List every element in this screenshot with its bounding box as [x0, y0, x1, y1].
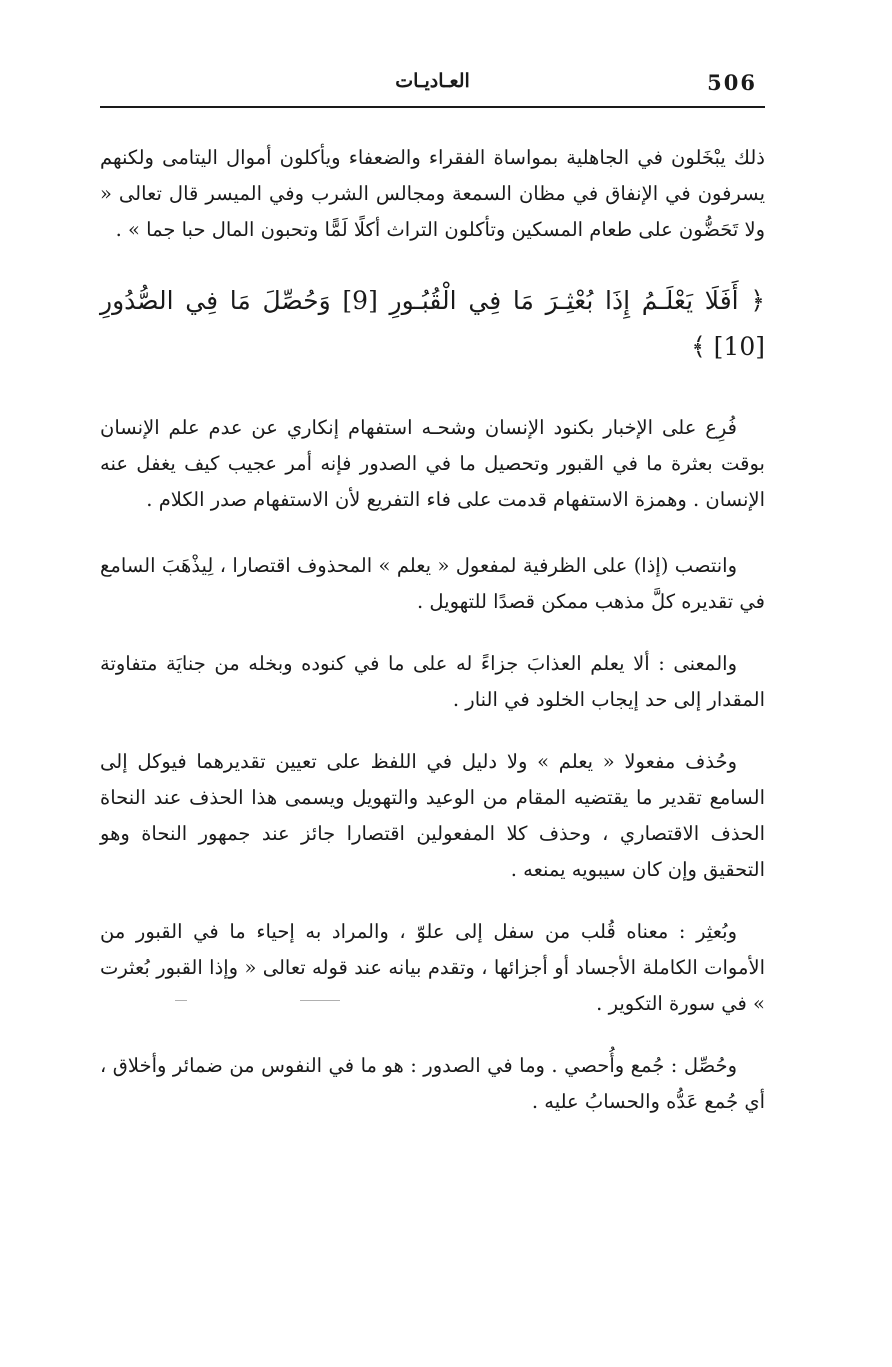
header-rule — [100, 106, 765, 108]
paragraph-7: وحُصِّل : جُمع وأُحصي . وما في الصدور : هو ما في النفوس من ضمائر وأخلاق ، أي جُمع عَدُّه والحسابُ عليه . — [100, 1054, 765, 1113]
quran-verse: ﴿ أَفَلَا يَعْلَـمُ إِذَا بُعْثِـرَ مَا فِي الْقُبُـورِ [9] وَحُصِّلَ مَا فِي الصُّدُورِ [10] ﴾ — [100, 286, 765, 361]
scan-artifact-line — [175, 1000, 187, 1001]
paragraph-3: وانتصب (إذا) على الظرفية لمفعول « يعلم » المحذوف اقتصارا ، لِيذْهَبَ السامع في تقديره كلَّ مذهب ممكن قصدًا للتهويل . — [100, 554, 765, 613]
paragraph-4: والمعنى : ألا يعلم العذابَ جزاءً له على ما في كنوده وبخله من جنايَة متفاوتة المقدار إلى حد إيجاب الخلود في النار . — [100, 652, 765, 711]
page-body — [100, 140, 765, 1120]
scan-artifact-line — [300, 1000, 340, 1001]
paragraph-1: ذلك يبْخَلون في الجاهلية بمواساة الفقراء والضعفاء ويأكلون أموال اليتامى ولكنهم يسرفون في الإنفاق في مظان السمعة ومجالس الشرب وفي الميسر قال تعالى « ولا تَحَضُّون على طعام المسكين وتأكلون التراث أكلًا لَمًّا وتحبون المال حبا جما » . — [100, 146, 765, 241]
paragraph-5: وحُذف مفعولا « يعلم » ولا دليل في اللفظ على تعيين تقديرهما فيوكل إلى السامع تقدير ما يقتضيه المقام من الوعيد والتهويل ويسمى هذا الحذف عند النحاة الحذف الاقتصاري ، وحذف كلا المفعولين اقتصارا جائز عند جمهور النحاة وهو التحقيق وإن كان سيبويه يمنعه . — [100, 750, 765, 881]
running-title: العـاديـات — [395, 70, 470, 92]
page-header — [100, 66, 765, 106]
paragraph-2: فُرِع على الإخبار بكنود الإنسان وشحـه استفهام إنكاري عن عدم علم الإنسان بوقت بعثرة ما في القبور وتحصيل ما في الصدور فإنه أمر عجيب كيف يغفل عنه الإنسان . وهمزة الاستفهام قدمت على فاء التفريع لأن الاستفهام صدر الكلام . — [100, 416, 765, 511]
page-number: 506 — [707, 70, 757, 95]
paragraph-6: وبُعثِر : معناه قُلب من سفل إلى علوّ ، والمراد به إحياء ما في القبور من الأموات الكاملة الأجساد أو أجزائها ، وتقدم بيانه عند قوله تعالى « وإذا القبور بُعثرت » في سورة التكوير . — [100, 920, 765, 1015]
